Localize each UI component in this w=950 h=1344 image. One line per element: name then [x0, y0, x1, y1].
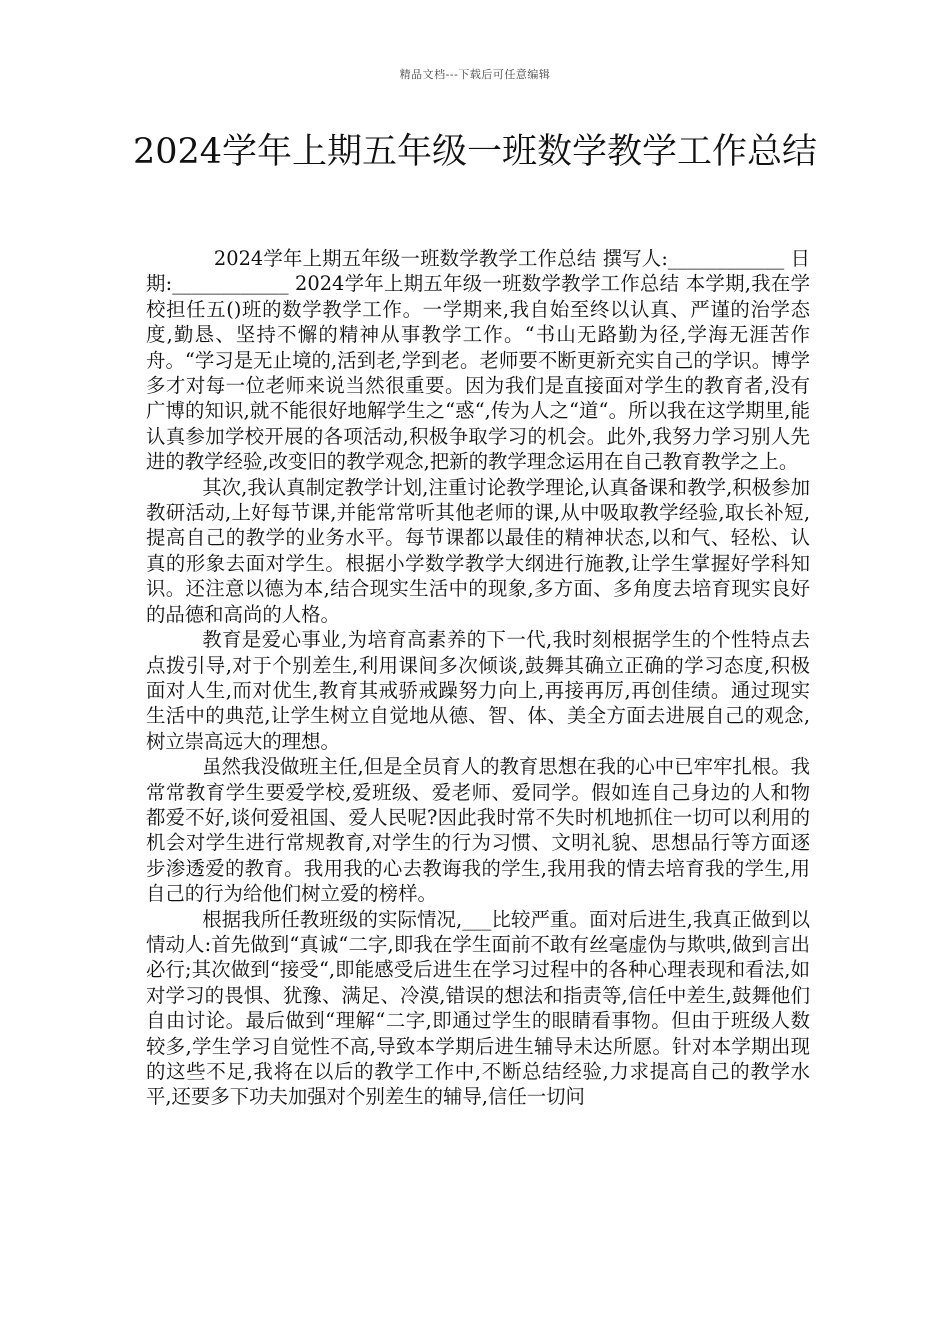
body-paragraph-4: 虽然我没做班主任,但是全员育人的教育思想在我的心中已牢牢扎根。我常常教育学生要爱学校,爱班级、爱老师、爱同学。假如连自己身边的人和物都爱不好,谈何爱祖国、爱人民呢?因此我时常不失时机地抓住一切可以利用的机会对学生进行常规教育,对学生的行为习惯、文明礼貌、思想品行等方面逐步渗透爱的教育。我用我的心去教诲我的学生,我用我的情去培育我的学生,用自己的行为给他们树立爱的榜样。: [146, 755, 810, 906]
body-paragraph-3: 教育是爱心事业,为培育高素养的下一代,我时刻根据学生的个性特点去点拨引导,对于个别差生,利用课间多次倾谈,鼓舞其确立正确的学习态度,积极面对人生,而对优生,教育其戒骄戒躁努力向上,再接再厉,再创佳绩。通过现实生活中的典范,让学生树立自觉地从德、智、体、美全方面去进展自己的观念,树立崇高远大的理想。: [146, 628, 810, 753]
document-body: [146, 246, 810, 1110]
body-paragraph-1: 2024学年上期五年级一班数学教学工作总结 撰写人:____________ 日 期:____________ 2024学年上期五年级一班数学教学工作总结 本学期,我在学校担任五()班的数学教学工作。一学期来,我自始至终以认真、严谨的治学态度,勤恳、坚持不懈的精神从事教学工作。“书山无路勤为径,学海无涯苦作舟。“学习是无止境的,活到老,学到老。老师要不断更新充实自己的学识。博学多才对每一位老师来说当然很重要。因为我们是直接面对学生的教育者,没有广博的知识,就不能很好地解学生之“惑“,传为人之“道“。所以我在这学期里,能认真参加学校开展的各项活动,积极争取学习的机会。此外,我努力学习别人先进的教学经验,改变旧的教学观念,把新的教学理念运用在自己教育教学之上。: [146, 247, 810, 474]
document-title: 2024学年上期五年级一班数学教学工作总结: [132, 132, 818, 172]
body-paragraph-5: 根据我所任教班级的实际情况,___比较严重。面对后进生,我真正做到以情动人:首先做到“真诚“二字,即我在学生面前不敢有丝毫虚伪与欺哄,做到言出必行;其次做到“接受“,即能感受后进生在学习过程中的各种心理表现和看法,如对学习的畏惧、犹豫、满足、冷漠,错误的想法和指责等,信任中差生,鼓舞他们自由讨论。最后做到“理解“二字,即通过学生的眼睛看事物。但由于班级人数较多,学生学习自觉性不高,导致本学期后进生辅导未达所愿。针对本学期出现的这些不足,我将在以后的教学工作中,不断总结经验,力求提高自己的教学水平,还要多下功夫加强对个别差生的辅导,信任一切问: [146, 907, 810, 1109]
body-paragraph-2: 其次,我认真制定教学计划,注重讨论教学理论,认真备课和教学,积极参加教研活动,上好每节课,并能常常听其他老师的课,从中吸取教学经验,取长补短,提高自己的教学的业务水平。每节课都以最佳的精神状态,以和气、轻松、认真的形象去面对学生。根据小学数学教学大纲进行施教,让学生掌握好学科知识。还注意以德为本,结合现实生活中的现象,多方面、多角度去培育现实良好的品德和高尚的人格。: [146, 475, 810, 626]
header-note: 精品文档---下载后可任意编辑: [399, 68, 551, 81]
